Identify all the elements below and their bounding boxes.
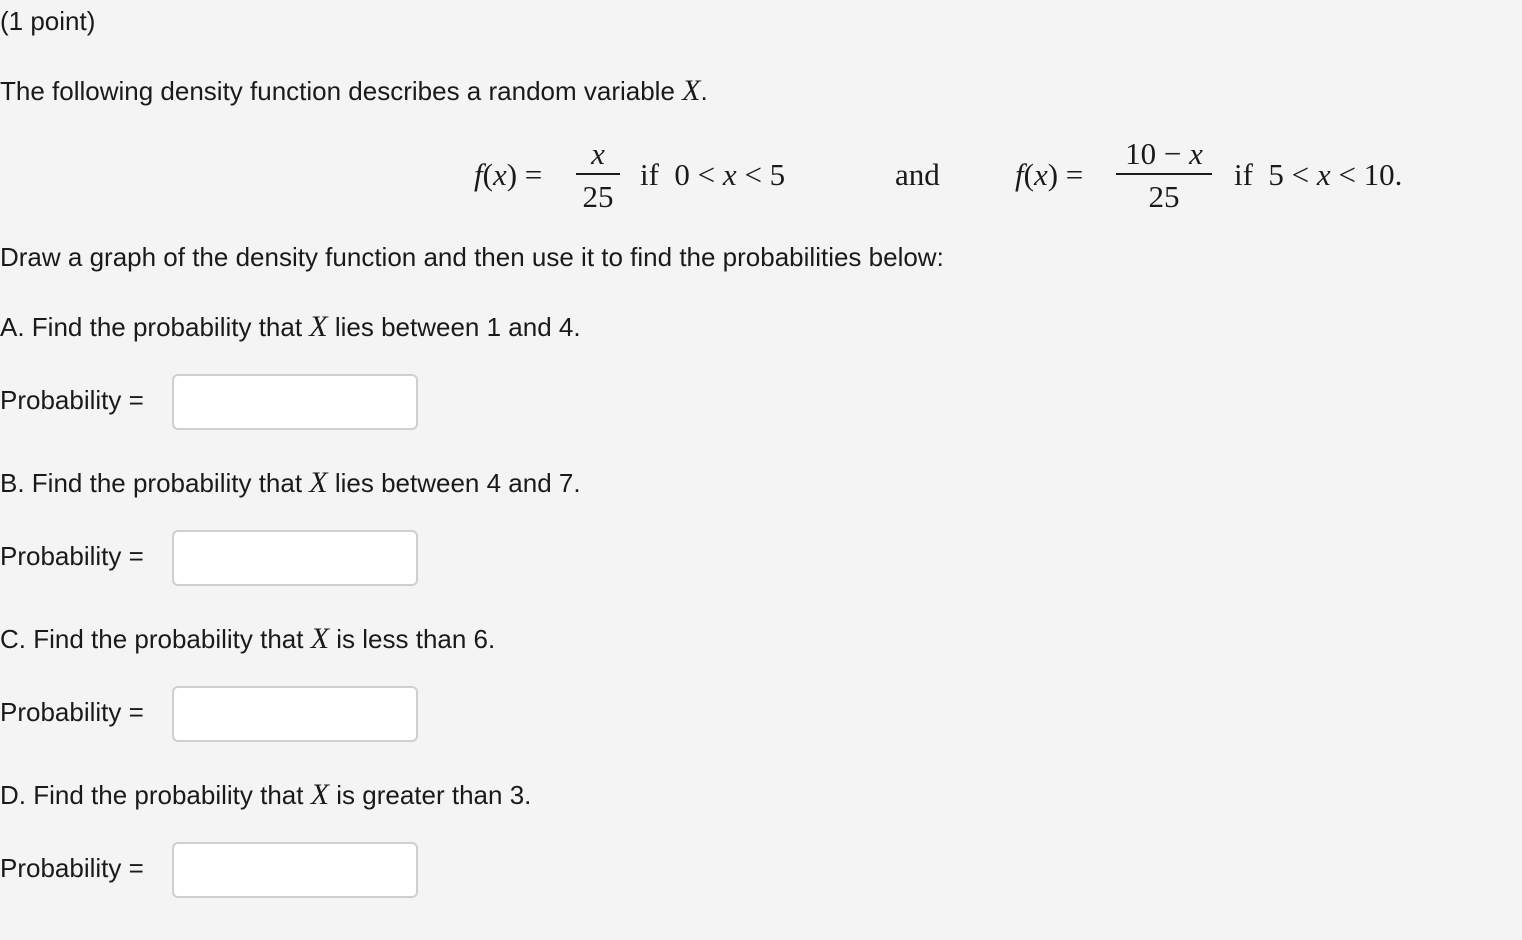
question-variable: X — [309, 466, 328, 499]
formula-left-numerator: x — [591, 136, 605, 171]
answer-input-a[interactable] — [172, 374, 418, 430]
formula-right-denominator: 25 — [1148, 179, 1180, 214]
question-variable: X — [310, 622, 330, 655]
question-text: A. Find the probability that — [0, 312, 310, 342]
probability-label-d: Probability = — [0, 853, 144, 883]
formula-left-condition: if 0 < x < 5 — [640, 157, 786, 192]
question-text-suffix: is greater than 3. — [329, 780, 532, 810]
formula-left-denominator: 25 — [582, 179, 614, 214]
question-text-suffix: lies between 1 and 4. — [327, 312, 581, 342]
formula-right-numerator: 10 − x — [1125, 136, 1203, 171]
probability-label-b: Probability = — [0, 541, 144, 571]
question-variable: X — [310, 778, 330, 811]
formula-right-lhs: f(x) = — [1015, 157, 1084, 192]
fraction-bar — [576, 173, 620, 175]
intro-text — [0, 74, 708, 108]
question-text-suffix: lies between 4 and 7. — [327, 468, 581, 498]
points-label: (1 point) — [0, 6, 96, 36]
probability-label-c: Probability = — [0, 697, 144, 727]
probability-label-a: Probability = — [0, 385, 144, 415]
question-text: C. Find the probability that — [0, 624, 311, 654]
formula-left-lhs: f(x) = — [474, 157, 543, 192]
question-d — [0, 778, 531, 812]
intro-variable: X — [682, 74, 701, 107]
question-text: D. Find the probability that — [0, 780, 311, 810]
question-variable: X — [309, 310, 328, 343]
question-text-suffix: is less than 6. — [329, 624, 496, 654]
formula-connector: and — [895, 157, 940, 192]
answer-input-b[interactable] — [172, 530, 418, 586]
question-b — [0, 466, 581, 500]
formula-right-condition: if 5 < x < 10. — [1234, 157, 1403, 192]
question-text: B. Find the probability that — [0, 468, 310, 498]
instruction-text: Draw a graph of the density function and then use it to find the probabilities below: — [0, 242, 944, 272]
answer-input-c[interactable] — [172, 686, 418, 742]
formula-right-fraction — [1116, 138, 1212, 212]
formula-left-fraction — [576, 138, 620, 212]
question-c — [0, 622, 495, 656]
question-a — [0, 310, 581, 344]
fraction-bar — [1116, 173, 1212, 175]
intro-period: . — [700, 76, 708, 106]
answer-input-d[interactable] — [172, 842, 418, 898]
intro-prefix: The following density function describes a random variable — [0, 76, 683, 106]
